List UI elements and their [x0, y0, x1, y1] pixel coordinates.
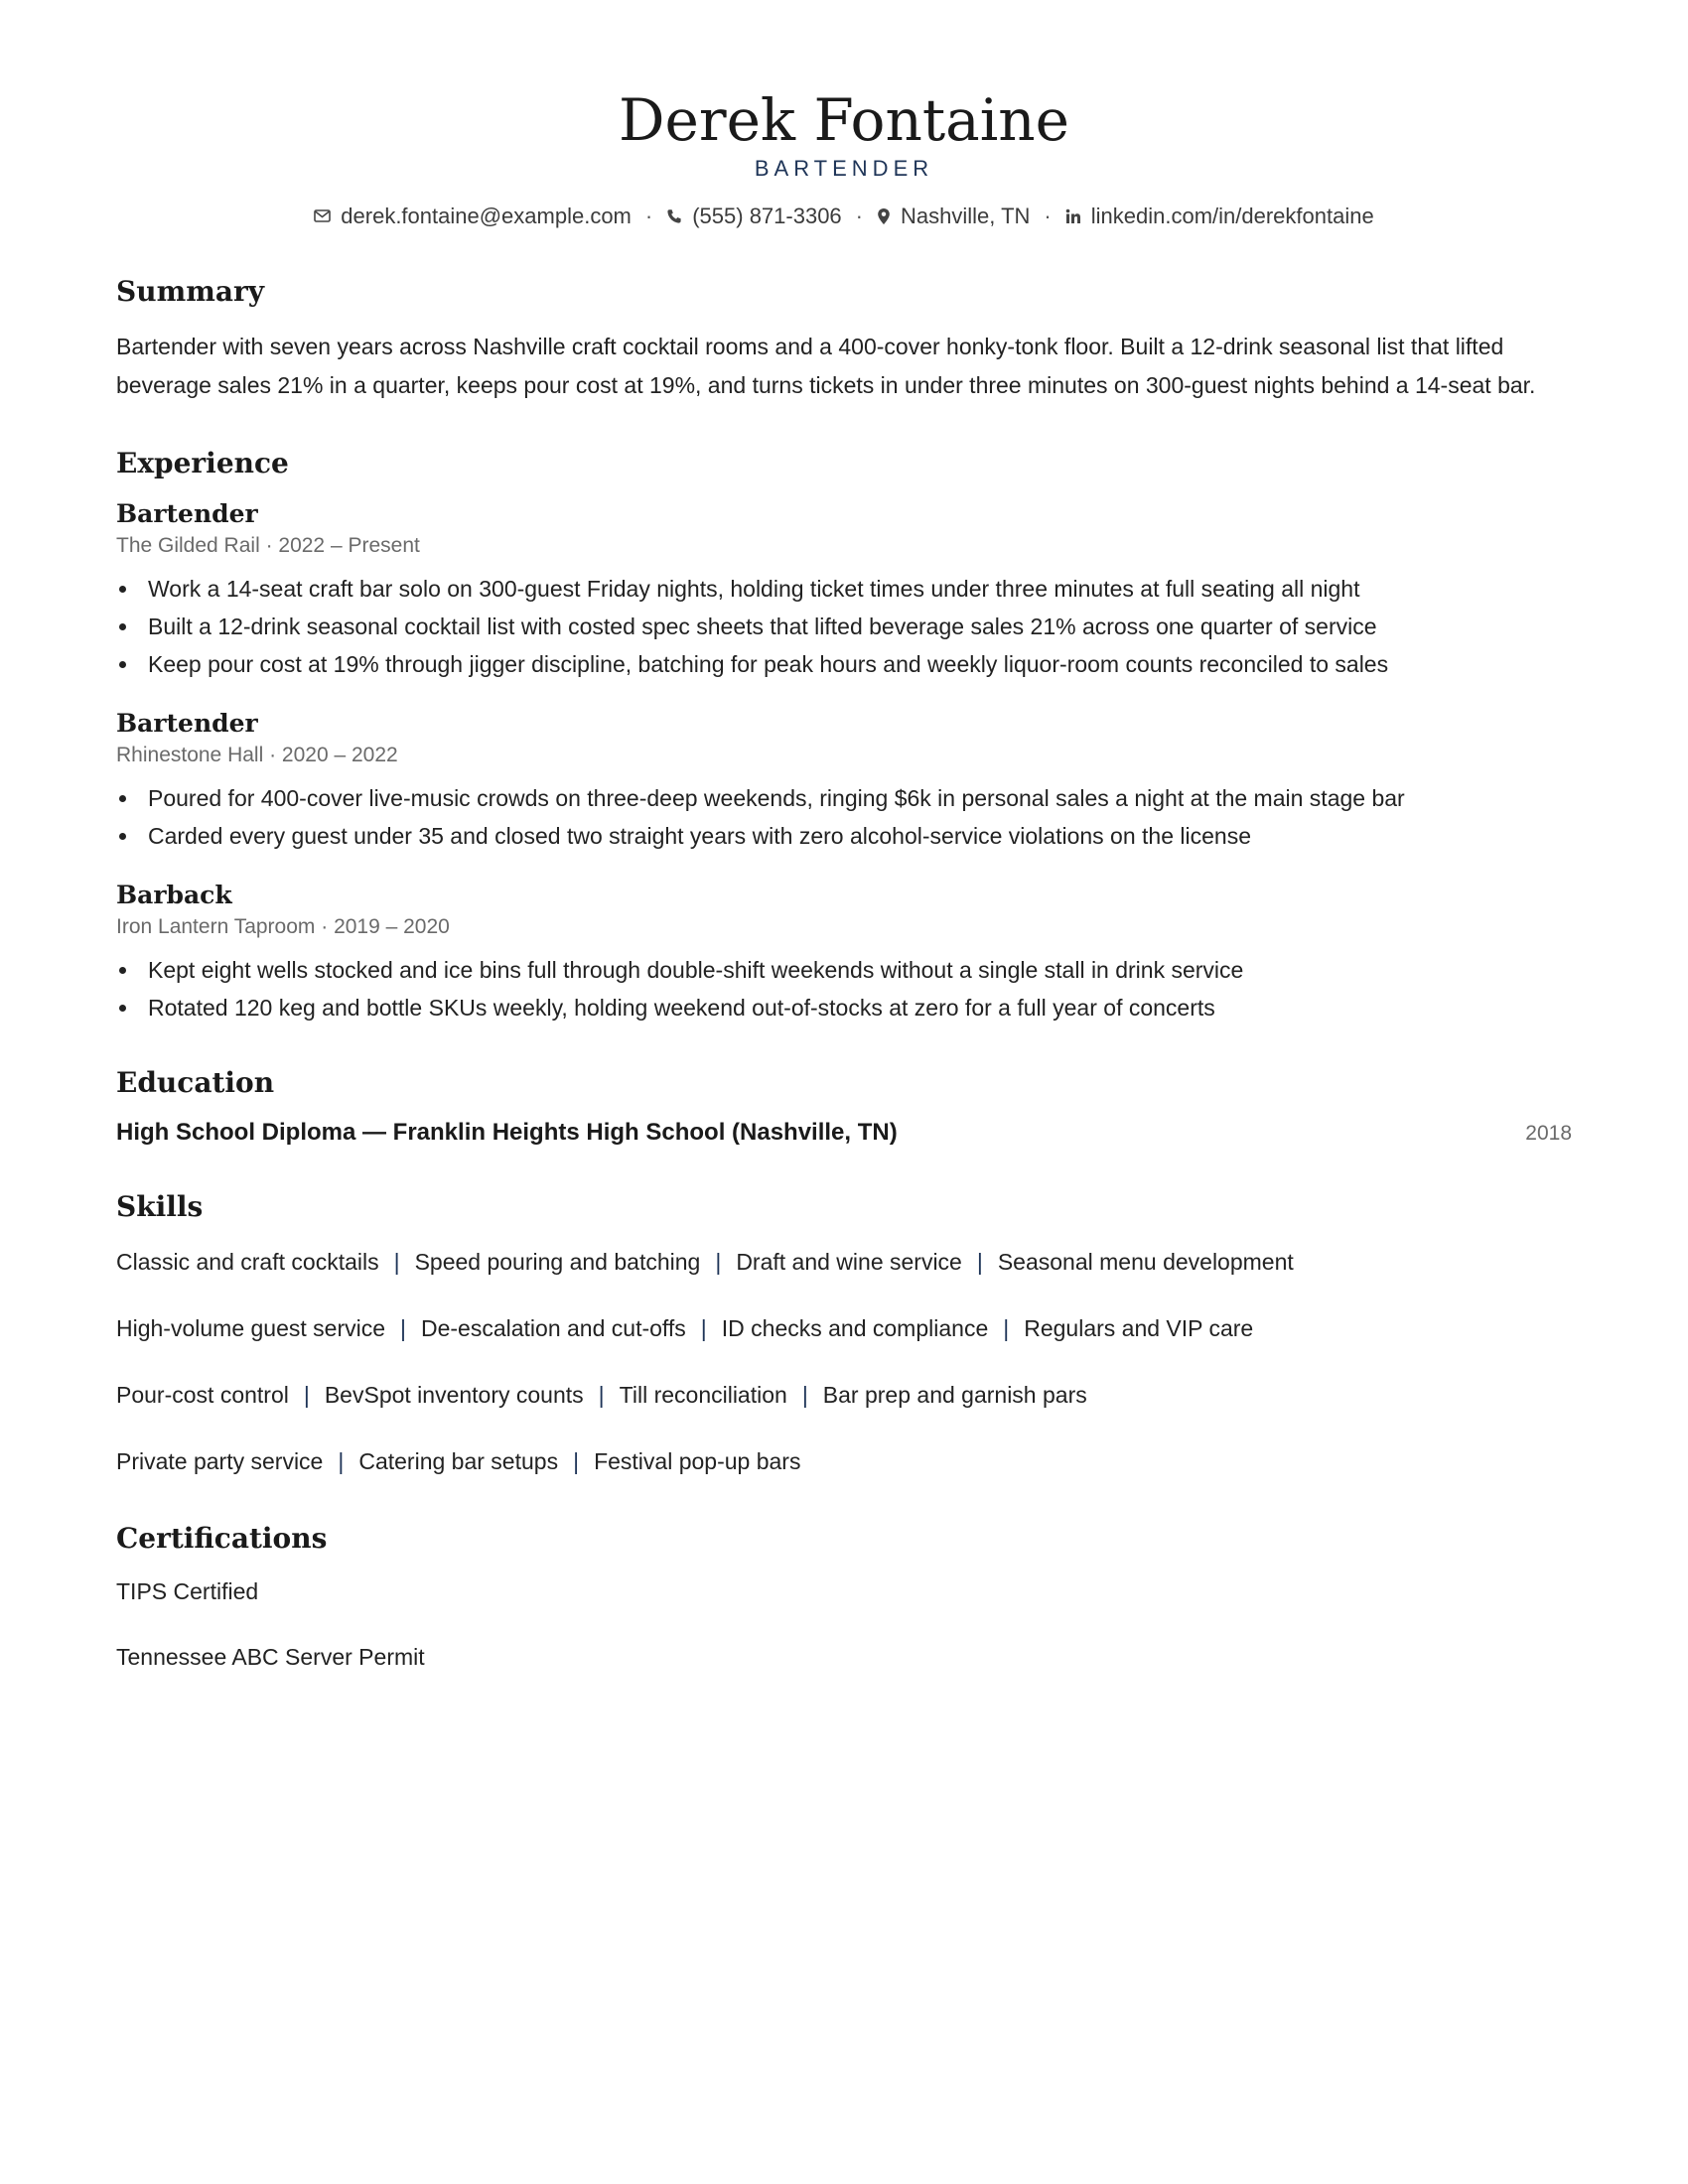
contact-email[interactable]: [314, 204, 632, 229]
skill-item: Classic and craft cocktails: [116, 1249, 379, 1276]
job-bullets: [116, 779, 1572, 855]
skill-item: Seasonal menu development: [997, 1249, 1294, 1276]
contact-phone-text: (555) 871-3306: [692, 203, 842, 228]
skill-separator: |: [801, 1382, 808, 1409]
job-meta: The Gilded Rail · 2022 – Present: [116, 533, 420, 557]
contact-location: [877, 204, 1030, 229]
summary-section: [116, 275, 1572, 405]
job-bullet: Poured for 400-cover live-music crowds on three-deep weekends, ringing $6k in personal sales a night at the main stage bar: [116, 779, 1572, 817]
resume-header: [116, 87, 1572, 229]
skills-row: [116, 1243, 1572, 1283]
job-meta: Rhinestone Hall · 2020 – 2022: [116, 743, 398, 766]
experience-heading: Experience: [116, 446, 289, 479]
contact-line: [116, 204, 1572, 229]
contact-separator: ·: [1044, 203, 1052, 228]
certifications-section: [116, 1522, 1572, 1674]
contact-email-text: derek.fontaine@example.com: [341, 203, 632, 228]
candidate-name: Derek Fontaine: [619, 86, 1069, 154]
summary-heading: Summary: [116, 274, 264, 308]
skill-item: Bar prep and garnish pars: [822, 1382, 1087, 1409]
job-bullet: Rotated 120 keg and bottle SKUs weekly, holding weekend out-of-stocks at zero for a full year of concerts: [116, 989, 1572, 1026]
skill-item: BevSpot inventory counts: [324, 1382, 584, 1409]
education-year: 2018: [1525, 1121, 1572, 1145]
skill-separator: |: [400, 1315, 406, 1342]
job-bullet: Carded every guest under 35 and closed two straight years with zero alcohol-service violations on the license: [116, 817, 1572, 855]
skill-separator: |: [715, 1249, 722, 1276]
summary-text: Bartender with seven years across Nashville craft cocktail rooms and a 400-cover honky-tonk floor. Built a 12-drink seasonal list that lifted beverage sales 21% in a quarter, keeps pour cost at 19%, and turns tickets in under three minutes on 300-guest nights behind a 14-seat bar.: [116, 333, 1536, 398]
skill-separator: |: [393, 1249, 400, 1276]
mail-icon: [314, 209, 331, 222]
job-title: Barback: [116, 880, 232, 909]
linkedin-icon: [1065, 208, 1081, 224]
contact-separator: ·: [855, 203, 863, 228]
skill-item: Festival pop-up bars: [594, 1448, 801, 1475]
contact-linkedin-text: linkedin.com/in/derekfontaine: [1090, 203, 1374, 228]
skill-separator: |: [1003, 1315, 1010, 1342]
experience-section: [116, 447, 1572, 1026]
skill-item: De-escalation and cut-offs: [421, 1315, 686, 1342]
education-heading: Education: [116, 1065, 275, 1099]
skill-item: High-volume guest service: [116, 1315, 386, 1342]
job-title: Bartender: [116, 498, 258, 528]
skill-item: Draft and wine service: [736, 1249, 962, 1276]
certification-item: TIPS Certified: [116, 1577, 259, 1604]
job-bullet: Built a 12-drink seasonal cocktail list with costed spec sheets that lifted beverage sales 21% across one quarter of service: [116, 608, 1572, 645]
skill-separator: |: [598, 1382, 605, 1409]
education-entry: [116, 1119, 1572, 1147]
job-meta: Iron Lantern Taproom · 2019 – 2020: [116, 914, 450, 938]
skill-separator: |: [303, 1382, 310, 1409]
skills-row: [116, 1309, 1572, 1349]
skills-row: [116, 1376, 1572, 1416]
contact-separator: ·: [644, 203, 653, 228]
contact-location-text: Nashville, TN: [901, 203, 1031, 228]
job-bullets: [116, 951, 1572, 1026]
skills-heading: Skills: [116, 1189, 204, 1223]
skill-item: Speed pouring and batching: [414, 1249, 701, 1276]
skill-separator: |: [573, 1448, 580, 1475]
job-entry: [116, 709, 1572, 855]
location-pin-icon: [877, 207, 891, 225]
job-bullet: Kept eight wells stocked and ice bins full through double-shift weekends without a single stall in drink service: [116, 951, 1572, 989]
certification-item: Tennessee ABC Server Permit: [116, 1643, 425, 1670]
job-entry: [116, 881, 1572, 1026]
skill-separator: |: [976, 1249, 983, 1276]
skill-item: Private party service: [116, 1448, 324, 1475]
job-bullets: [116, 570, 1572, 683]
education-degree: High School Diploma — Franklin Heights High School (Nashville, TN): [116, 1118, 898, 1146]
job-bullet: Keep pour cost at 19% through jigger discipline, batching for peak hours and weekly liquor-room counts reconciled to sales: [116, 645, 1572, 683]
skill-separator: |: [700, 1315, 707, 1342]
job-title: Bartender: [116, 708, 258, 738]
job-entry: [116, 499, 1572, 683]
skill-separator: |: [338, 1448, 345, 1475]
education-section: [116, 1066, 1572, 1147]
contact-phone[interactable]: [666, 204, 841, 229]
skill-item: Till reconciliation: [619, 1382, 787, 1409]
skills-section: [116, 1190, 1572, 1482]
skills-row: [116, 1442, 1572, 1482]
candidate-role: BARTENDER: [754, 155, 934, 181]
skill-item: Pour-cost control: [116, 1382, 289, 1409]
skill-item: Regulars and VIP care: [1024, 1315, 1254, 1342]
phone-icon: [666, 208, 682, 224]
job-bullet: Work a 14-seat craft bar solo on 300-guest Friday nights, holding ticket times under three minutes at full seating all night: [116, 570, 1572, 608]
certifications-heading: Certifications: [116, 1521, 328, 1555]
skill-item: ID checks and compliance: [721, 1315, 989, 1342]
skill-item: Catering bar setups: [358, 1448, 559, 1475]
contact-linkedin[interactable]: [1065, 204, 1374, 229]
